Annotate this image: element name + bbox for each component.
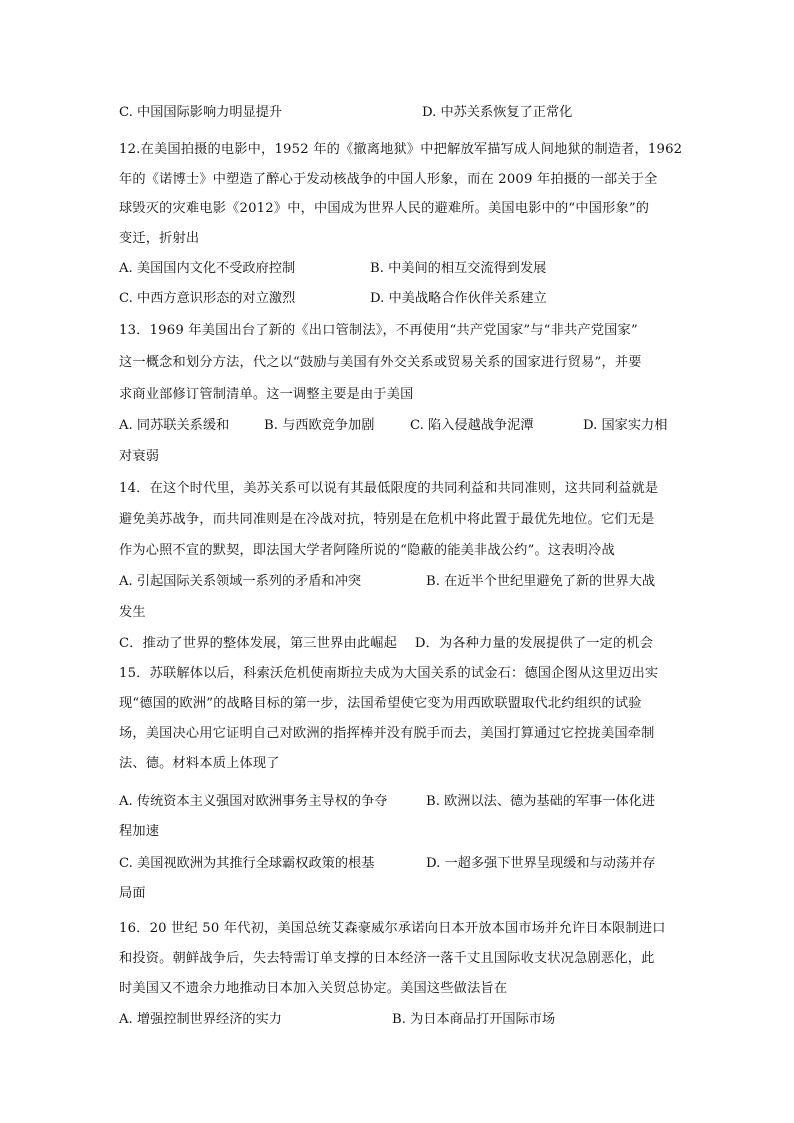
q12-option-c: C. 中西方意识形态的对立激烈 <box>119 291 296 306</box>
q14-option-b-continued: 发生 <box>119 605 146 620</box>
q11-option-c: C. 中国国际影响力明显提升 <box>119 105 283 120</box>
q14-options-cd: C．推动了世界的整体发展，第三世界由此崛起 D．为各种力量的发展提供了一定的机会 <box>119 636 654 651</box>
q16-stem-line-2: 和投资。朝鲜战争后，失去特需订单支撑的日本经济一落千丈且国际收支状况急剧恶化，此 <box>119 951 655 966</box>
q13-option-c: C. 陷入侵越战争泥潭 <box>410 418 534 433</box>
q14-stem-line-1: 14．在这个时代里，美苏关系可以说有其最低限度的共同利益和共同准则，这共同利益就是 <box>119 481 659 496</box>
q16-stem-line-3: 时美国又不遗余力地推动日本加入关贸总协定。美国这些做法旨在 <box>119 981 508 996</box>
q13-stem-line-3: 求商业部修订管制清单。这一调整主要是由于美国 <box>119 387 414 402</box>
q14-option-a: A. 引起国际关系领域一系列的矛盾和冲突 <box>119 574 362 589</box>
q15-option-a: A. 传统资本主义强国对欧洲事务主导权的争夺 <box>119 794 388 809</box>
q16-option-a: A. 增强控制世界经济的实力 <box>119 1012 282 1027</box>
q15-stem-line-1: 15．苏联解体以后，科索沃危机使南斯拉夫成为大国关系的试金石：德国企图从这里迈出实 <box>119 666 659 681</box>
q14-stem-line-3: 作为心照不宣的默契，即法国大学者阿隆所说的“隐蔽的能美非战公约”。这表明冷战 <box>119 543 615 558</box>
q15-stem-line-3: 场，美国决心用它证明自己对欧洲的指挥棒并没有脱手而去，美国打算通过它控拢美国牵制 <box>119 726 655 741</box>
q12-option-d: D. 中美战略合作伙伴关系建立 <box>370 291 547 306</box>
q15-stem-line-2: 现“德国的欧洲”的战略目标的第一步，法国希望使它变为用西欧联盟取代北约组织的试验 <box>119 696 642 711</box>
q15-option-c: C. 美国视欧洲为其推行全球霸权政策的根基 <box>119 856 375 871</box>
q16-stem-line-1: 16．20 世纪 50 年代初，美国总统艾森豪威尔承诺向日本开放本国市场并允许日本限制进口 <box>119 921 666 936</box>
q13-option-d-continued: 对衰弱 <box>119 449 160 464</box>
q13-option-a: A. 同苏联关系缓和 <box>119 418 230 433</box>
q12-stem-line-2: 年的《诺博士》中塑造了醉心于发动核战争的中国人形象，而在 2009 年拍摄的一部关于全 <box>119 172 658 187</box>
q15-option-d: D. 一超多强下世界呈现缓和与动荡并存 <box>426 856 656 871</box>
q12-stem-line-3: 球毁灭的灾难电影《2012》中，中国成为世界人民的避难所。美国电影中的“中国形象”的 <box>119 201 650 216</box>
q12-option-b: B. 中美间的相互交流得到发展 <box>370 261 547 276</box>
q13-option-b: B. 与西欧竞争加剧 <box>264 418 375 433</box>
q15-option-d-continued: 局面 <box>119 886 146 901</box>
q13-stem-line-1: 13．1969 年美国出台了新的《出口管制法》，不再使用“共产党国家”与“非共产党国家” <box>119 323 638 338</box>
q15-stem-line-4: 法、德。材料本质上体现了 <box>119 756 280 771</box>
q15-option-b-continued: 程加速 <box>119 824 160 839</box>
q12-stem-line-4: 变迁，折射出 <box>119 231 200 246</box>
q12-option-a: A. 美国国内文化不受政府控制 <box>119 261 296 276</box>
q12-stem-line-1: 12.在美国拍摄的电影中，1952 年的《撤离地狱》中把解放军描写成人间地狱的制造者，1962 <box>119 142 683 157</box>
q16-option-b: B. 为日本商品打开国际市场 <box>392 1012 556 1027</box>
q13-option-d: D. 国家实力相 <box>583 418 668 433</box>
q14-stem-line-2: 避免美苏战争，而共同准则是在冷战对抗，特别是在危机中将此置于最优先地位。它们无是 <box>119 512 655 527</box>
q15-option-b: B. 欧洲以法、德为基础的军事一体化进 <box>426 794 656 809</box>
q13-stem-line-2: 这一概念和划分方法，代之以“鼓励与美国有外交关系或贸易关系的国家进行贸易”，并要 <box>119 355 642 370</box>
q11-option-d: D. 中苏关系恢复了正常化 <box>422 105 573 120</box>
q14-option-b: B. 在近半个世纪里避免了新的世界大战 <box>426 574 656 589</box>
